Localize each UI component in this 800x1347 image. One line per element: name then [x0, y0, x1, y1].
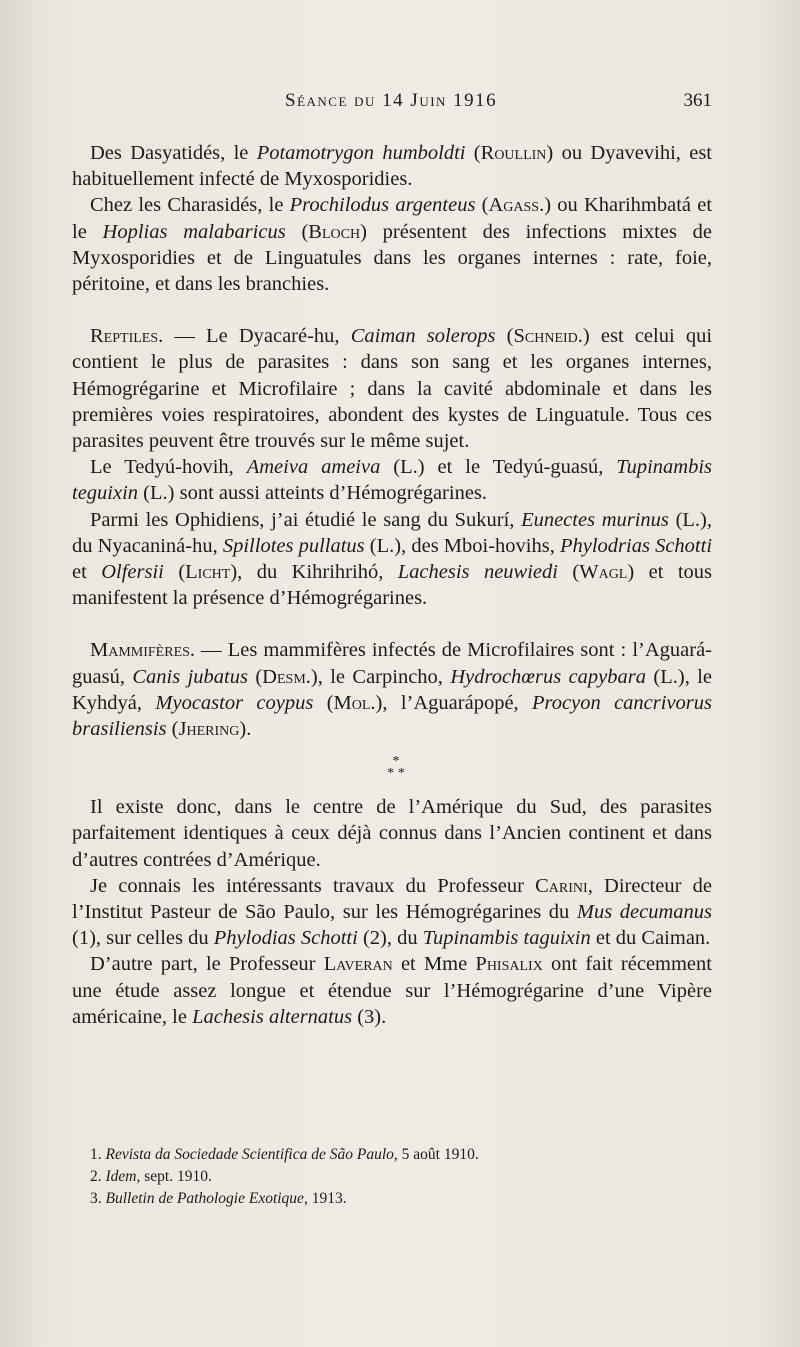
text-run: (L.) sont aussi atteints d’Hémogrégarines.: [138, 482, 488, 505]
small-caps-name: Phisalix: [475, 953, 543, 976]
small-caps-name: Bloch: [308, 220, 361, 243]
paragraph-p8: [72, 873, 712, 952]
italic-term: Tupinambis taguixin: [422, 927, 591, 950]
footnotes: [90, 1144, 690, 1210]
italic-term: Ameiva ameiva: [246, 456, 381, 479]
text-run: Le Tedyú-hovih,: [90, 456, 247, 479]
italic-term: Idem: [105, 1168, 137, 1185]
small-caps-name: Licht: [185, 561, 231, 584]
text-run: ), du Kihrihrihó,: [230, 561, 398, 584]
text-run: ont fait récemment une étude assez longue et étendue sur l’Hémogrégarine d’une Vipère américaine, le: [72, 953, 712, 1028]
text-run: (: [166, 718, 179, 741]
text-run: , sept. 1910.: [136, 1168, 212, 1185]
paragraph-p3: [72, 323, 712, 454]
text-run: , Directeur de l’Institut Pasteur de São Paulo, sur les Hémogrégarines du: [72, 874, 712, 924]
small-caps-name: Mol: [333, 691, 371, 714]
text-run: (L.), du Nyacaniná-hu,: [72, 508, 712, 557]
italic-term: Olfersii: [101, 561, 164, 584]
small-caps-name: Schneid: [513, 325, 578, 348]
small-caps-name: Wagl: [579, 561, 628, 584]
italic-term: Bulletin de Pathologie Exotique: [105, 1190, 304, 1207]
text-run: (: [313, 691, 334, 714]
text-run: Des Dasyatidés, le: [90, 142, 257, 164]
text-run: (: [495, 325, 514, 348]
text-run: ).: [239, 718, 252, 741]
italic-term: Procyon cancrivorus brasiliensis: [72, 691, 712, 741]
text-run: . — Les mammifères infectés de Microfilaires sont : l’Aguará-guasú,: [72, 639, 712, 688]
italic-term: Lachesis alternatus: [192, 1005, 353, 1028]
text-run: (: [247, 665, 263, 688]
text-run: ) ou Dyavevihi, est habituellement infecté de Myxosporidies.: [72, 142, 713, 191]
text-run: . — Le Dyacaré-hu,: [158, 325, 351, 348]
small-caps-name: Jhering: [178, 718, 240, 741]
text-run: et Mme: [392, 953, 476, 976]
text-run: Je connais les intéressants travaux du Professeur: [90, 874, 536, 897]
header-title: Séance du 14 Juin 1916: [285, 90, 498, 111]
body-text: [72, 140, 712, 1030]
text-run: Chez les Charasidés, le: [90, 194, 290, 217]
footnote-number: 3.: [90, 1190, 102, 1207]
small-caps-name: Mammifères: [90, 639, 190, 662]
text-run: (: [465, 142, 481, 164]
text-run: (2), du: [357, 927, 423, 950]
text-run: (: [285, 220, 309, 243]
text-run: (1), sur celles du: [72, 927, 214, 950]
footnote: [90, 1166, 690, 1188]
italic-term: Tupinambis teguixin: [72, 456, 712, 505]
italic-term: Myocastor coypus: [155, 691, 314, 714]
italic-term: Spillotes pullatus: [222, 534, 365, 557]
section-separator-stars: [72, 756, 712, 780]
italic-term: Caiman solerops: [350, 325, 496, 348]
text-run: et du Caiman.: [590, 927, 711, 950]
small-caps-name: Agass: [488, 194, 540, 217]
paragraph-p2: [72, 192, 712, 297]
text-run: (L.), le Kyhdyá,: [72, 665, 712, 714]
italic-term: Hoplias malabaricus: [102, 220, 286, 243]
footnote-number: 1.: [90, 1146, 102, 1163]
text-run: Parmi les Ophidiens, j’ai étudié le sang du Sukurí,: [90, 508, 522, 531]
footnote: [90, 1188, 690, 1210]
paragraph-p5: [72, 507, 712, 612]
text-run: .) ou Kharihmbatá et le: [72, 194, 713, 243]
text-run: .), le Carpincho,: [305, 665, 451, 688]
paragraph-p9: [72, 951, 712, 1030]
page-number: 361: [683, 90, 712, 111]
paragraph-p4: [72, 454, 712, 506]
text-run: (: [557, 561, 580, 584]
italic-term: Eunectes murinus: [521, 508, 669, 531]
small-caps-name: Laveran: [323, 953, 393, 976]
italic-term: Hydrochœrus capybara: [450, 665, 646, 688]
small-caps-name: Reptiles: [90, 325, 159, 348]
text-run: .), l’Aguarápopé,: [370, 691, 533, 714]
small-caps-name: Desm: [262, 665, 306, 688]
text-run: ) présentent des infections mixtes de Myxosporidies et de Linguatules dans les organes internes : rate, foie, péritoine, et dans les branchies.: [72, 220, 713, 296]
italic-term: Mus decumanus: [576, 901, 712, 924]
paragraph-p6: [72, 637, 712, 742]
text-run: et: [72, 561, 102, 584]
footnote-number: 2.: [90, 1168, 102, 1185]
text-run: (: [475, 194, 489, 217]
italic-term: Canis jubatus: [132, 665, 248, 688]
asterism-line: *: [392, 754, 400, 770]
italic-term: Prochilodus argenteus: [289, 194, 476, 217]
footnote: [90, 1144, 690, 1166]
text-run: (3).: [352, 1005, 387, 1028]
text-run: , 1913.: [303, 1190, 347, 1207]
text-run: (: [163, 561, 186, 584]
running-header: [90, 90, 712, 120]
italic-term: Revista da Sociedade Scientifica de São Paulo: [105, 1146, 394, 1163]
text-run: (L.) et le Tedyú-guasú,: [380, 456, 617, 479]
text-run: , 5 août 1910.: [393, 1146, 479, 1163]
text-run: ) et tous manifestent la présence d’Hémogrégarines.: [72, 561, 713, 610]
italic-term: Potamotrygon humboldti: [256, 142, 466, 164]
asterism-line: * *: [387, 766, 405, 782]
text-run: Il existe donc, dans le centre de l’Amérique du Sud, des parasites parfaitement identiques à ceux déjà connus dans l’Ancien continent et dans d’autres contrées d’Amérique.: [72, 796, 712, 871]
paragraph-p1: [72, 140, 712, 192]
italic-term: Lachesis neuwiedi: [397, 561, 558, 584]
small-caps-name: Roullin: [480, 142, 547, 164]
italic-term: Phylodrias Schotti: [559, 534, 713, 557]
text-run: D’autre part, le Professeur: [90, 953, 324, 976]
italic-term: Phylodias Schotti: [213, 927, 358, 950]
text-run: (L.), des Mboi-hovihs,: [364, 534, 560, 557]
small-caps-name: Carini: [535, 874, 588, 897]
paragraph-p7: [72, 794, 712, 873]
text-run: .) est celui qui contient le plus de parasites : dans son sang et les organes internes, Hémogrégarine et Microfilaire ; dans la cavité abdominale et dans les premières voies respiratoires, abondent des kystes de Linguatule. Tous ces parasites peuvent être trouvés sur le même sujet.: [72, 325, 713, 453]
